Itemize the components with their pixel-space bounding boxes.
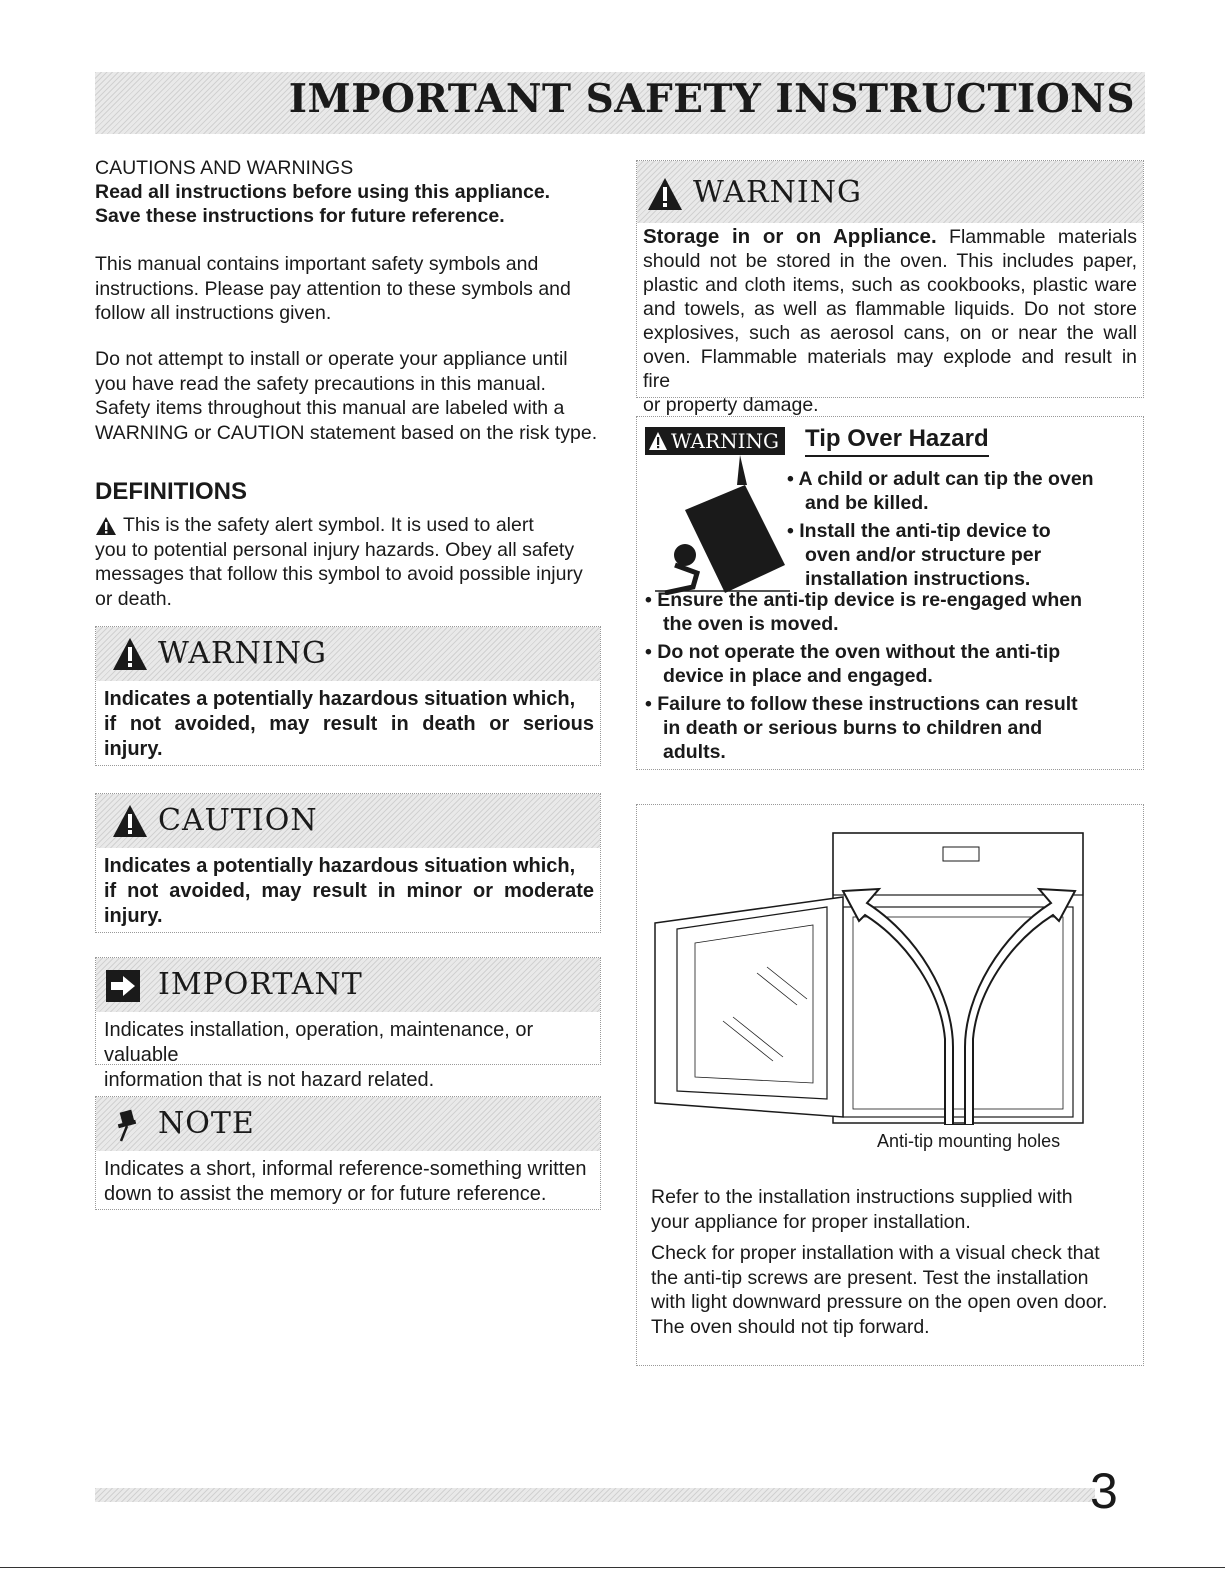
intro-bold-line-2: Save these instructions for future reference. [95, 205, 505, 227]
text-line: you to potential personal injury hazards. Obey all safety [95, 538, 575, 561]
text-line: Do not attempt to install or operate your appliance until [95, 348, 568, 370]
text-line: injury. [104, 905, 163, 927]
definitions-text [95, 513, 605, 611]
anti-tip-diagram-box [636, 804, 1144, 1366]
text-line: injury. [104, 738, 163, 760]
text-line: Refer to the installation instructions supplied with [651, 1186, 1073, 1208]
tip-bullet: • Failure to follow these instructions can result [645, 693, 1078, 715]
text-line: if not avoided, may result in minor or moderate [104, 880, 594, 902]
text-line: Indicates a potentially hazardous situation which, [104, 688, 576, 710]
text-line: if not avoided, may result in death or serious [104, 713, 594, 735]
text-line: follow all instructions given. [95, 302, 332, 324]
caution-label: CAUTION [158, 803, 318, 838]
page-title: IMPORTANT SAFETY INSTRUCTIONS [288, 76, 1135, 122]
intro-paragraph-1 [95, 252, 571, 326]
storage-warning-text [637, 223, 1143, 417]
text-line: plastic and cloth items, such as cookbooks, plastic ware [643, 274, 1137, 296]
storage-warning-callout [636, 160, 1144, 416]
arrow-box-icon [106, 970, 142, 1004]
storage-lead: Storage in or on Appliance. [643, 225, 937, 248]
text-line: Safety items throughout this manual are labeled with a [95, 397, 565, 419]
text-line: This manual contains important safety symbols and [95, 253, 539, 275]
tip-bullet: device in place and engaged. [663, 665, 933, 687]
diagram-paragraph-1 [651, 1185, 1073, 1234]
caution-triangle-icon [112, 804, 148, 838]
tip-over-callout [636, 416, 1144, 770]
header-banner [95, 72, 1145, 134]
warning-text [96, 681, 600, 768]
footer-bar [95, 1488, 1095, 1502]
tip-bullet: the oven is moved. [663, 613, 839, 635]
tip-bullet: and be killed. [805, 492, 929, 514]
note-label: NOTE [158, 1106, 255, 1141]
tip-bullet: • A child or adult can tip the oven [787, 468, 1094, 490]
warning-badge [645, 427, 785, 455]
text-line: Indicates a potentially hazardous situation which, [104, 855, 576, 877]
pushpin-icon [112, 1109, 142, 1143]
caution-text [96, 848, 600, 935]
caution-header [96, 794, 600, 848]
text-line: you have read the safety precautions in this manual. [95, 372, 546, 395]
text-line: messages that follow this symbol to avoid possible injury [95, 563, 583, 585]
tip-bullet: • Ensure the anti-tip device is re-engaged when [645, 589, 1083, 611]
text-line: or property damage. [643, 394, 819, 416]
note-header [96, 1097, 600, 1151]
oven-anti-tip-illustration [647, 825, 1135, 1125]
text-line: your appliance for proper installation. [651, 1210, 971, 1233]
text-line [643, 225, 1137, 249]
tip-bullet: in death or serious burns to children and [663, 717, 1043, 739]
warning-header [96, 627, 600, 681]
text-line: information that is not hazard related. [104, 1069, 435, 1091]
important-text [96, 1012, 600, 1099]
warning-triangle-icon [648, 431, 668, 451]
page-number: 3 [1090, 1463, 1118, 1519]
storage-warning-header [637, 161, 1143, 223]
tip-over-title: Tip Over Hazard [805, 425, 989, 457]
intro-caption: CAUTIONS AND WARNINGS [95, 157, 354, 179]
warning-triangle-icon [647, 177, 683, 211]
text-line: Check for proper installation with a visual check that [651, 1242, 1100, 1264]
text-line: should not be stored in the oven. This includes paper, [643, 250, 1137, 272]
warning-label: WARNING [158, 636, 327, 671]
text-line: instructions. Please pay attention to these symbols and [95, 277, 571, 300]
storage-warning-label: WARNING [693, 175, 862, 210]
text-span: Flammable materials [949, 226, 1137, 248]
important-header [96, 958, 600, 1012]
text-line: down to assist the memory or for future reference. [104, 1183, 547, 1205]
intro-paragraph-2 [95, 347, 597, 445]
note-text [96, 1151, 600, 1213]
text-line: and towels, as well as flammable liquids. Do not store [643, 298, 1137, 320]
text-line: WARNING or CAUTION statement based on the risk type. [95, 421, 598, 444]
text-line [95, 513, 605, 538]
warning-triangle-icon [112, 637, 148, 671]
text-line: Indicates installation, operation, maintenance, or valuable [104, 1019, 534, 1066]
text-line: The oven should not tip forward. [651, 1315, 930, 1338]
caution-callout [95, 793, 601, 933]
warning-callout [95, 626, 601, 766]
diagram-paragraph-2 [651, 1241, 1107, 1339]
text-line: explosives, such as aerosol cans, on or near the wall [643, 322, 1137, 344]
bottom-rule [0, 1567, 1225, 1568]
important-callout [95, 957, 601, 1091]
text-line: with light downward pressure on the open oven door. [651, 1291, 1108, 1313]
definitions-heading: DEFINITIONS [95, 478, 248, 505]
tip-bullet: adults. [663, 741, 726, 763]
badge-label: WARNING [671, 429, 779, 453]
note-callout [95, 1096, 601, 1210]
tip-bullet: oven and/or structure per [805, 544, 1042, 566]
important-label: IMPORTANT [158, 967, 363, 1002]
tip-bullet: • Install the anti-tip device to [787, 520, 1051, 542]
diagram-caption: Anti-tip mounting holes [877, 1131, 1061, 1151]
safety-alert-icon [95, 516, 117, 536]
text-span: This is the safety alert symbol. It is used to alert [123, 514, 534, 536]
text-line: the anti-tip screws are present. Test the installation [651, 1266, 1089, 1289]
text-line: oven. Flammable materials may explode and result in fire [643, 346, 1137, 392]
tip-over-illustration [645, 455, 790, 595]
tip-bullet: installation instructions. [805, 568, 1031, 590]
text-line: Indicates a short, informal reference-something written [104, 1158, 587, 1180]
intro-bold-line-1: Read all instructions before using this appliance. [95, 181, 551, 203]
text-line: or death. [95, 587, 172, 610]
tip-bullet: • Do not operate the oven without the anti-tip [645, 641, 1061, 663]
